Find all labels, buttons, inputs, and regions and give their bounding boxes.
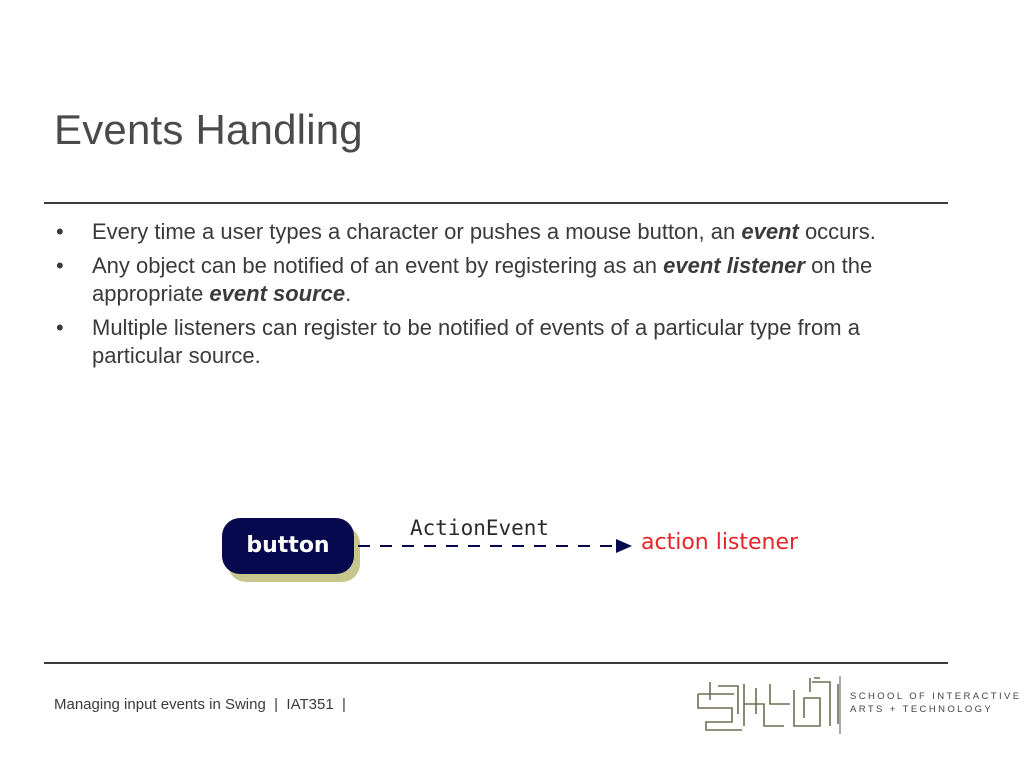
emphasis-term: event source bbox=[209, 281, 346, 306]
bullet-text-run: Every time a user types a character or pushes a mouse button, an bbox=[92, 219, 742, 244]
bullet-text bbox=[92, 253, 872, 306]
footer-separator: | bbox=[342, 696, 346, 713]
bullet-text-run: occurs. bbox=[798, 219, 876, 244]
emphasis-term: event listener bbox=[663, 253, 805, 278]
footer-course-code: IAT351 bbox=[286, 696, 334, 713]
bottom-divider bbox=[44, 662, 948, 664]
emphasis-term: event bbox=[741, 219, 799, 244]
bullet-text-run: Any object can be notified of an event by registering as an bbox=[92, 253, 664, 278]
slide-title: Events Handling bbox=[54, 106, 363, 153]
footer-course-title: Managing input events in Swing bbox=[54, 696, 266, 713]
footer bbox=[54, 696, 346, 713]
bullet-text-run: on the appropriate bbox=[92, 253, 873, 306]
action-listener-label: action listener bbox=[641, 530, 799, 555]
bullet-item bbox=[56, 314, 936, 370]
bullet-item bbox=[56, 252, 936, 308]
bullet-marker: • bbox=[56, 315, 64, 340]
bullet-list bbox=[56, 218, 936, 376]
top-divider bbox=[44, 202, 948, 204]
footer-separator: | bbox=[274, 696, 279, 713]
action-event-label: ActionEvent bbox=[410, 516, 550, 540]
diagram-button: button bbox=[222, 518, 354, 574]
bullet-text bbox=[92, 219, 876, 244]
logo-text-line1: SCHOOL OF INTERACTIVE bbox=[850, 691, 1022, 702]
bullet-marker: • bbox=[56, 253, 64, 278]
bullet-text bbox=[92, 315, 860, 368]
bullet-text-run: . bbox=[345, 281, 352, 306]
bullet-text-run: Multiple listeners can register to be notified of events of a particular type from a particular source. bbox=[92, 315, 860, 368]
bullet-item bbox=[56, 218, 936, 246]
logo-text-line2: ARTS + TECHNOLOGY bbox=[850, 704, 994, 715]
bullet-marker: • bbox=[56, 219, 64, 244]
event-diagram bbox=[220, 508, 800, 588]
